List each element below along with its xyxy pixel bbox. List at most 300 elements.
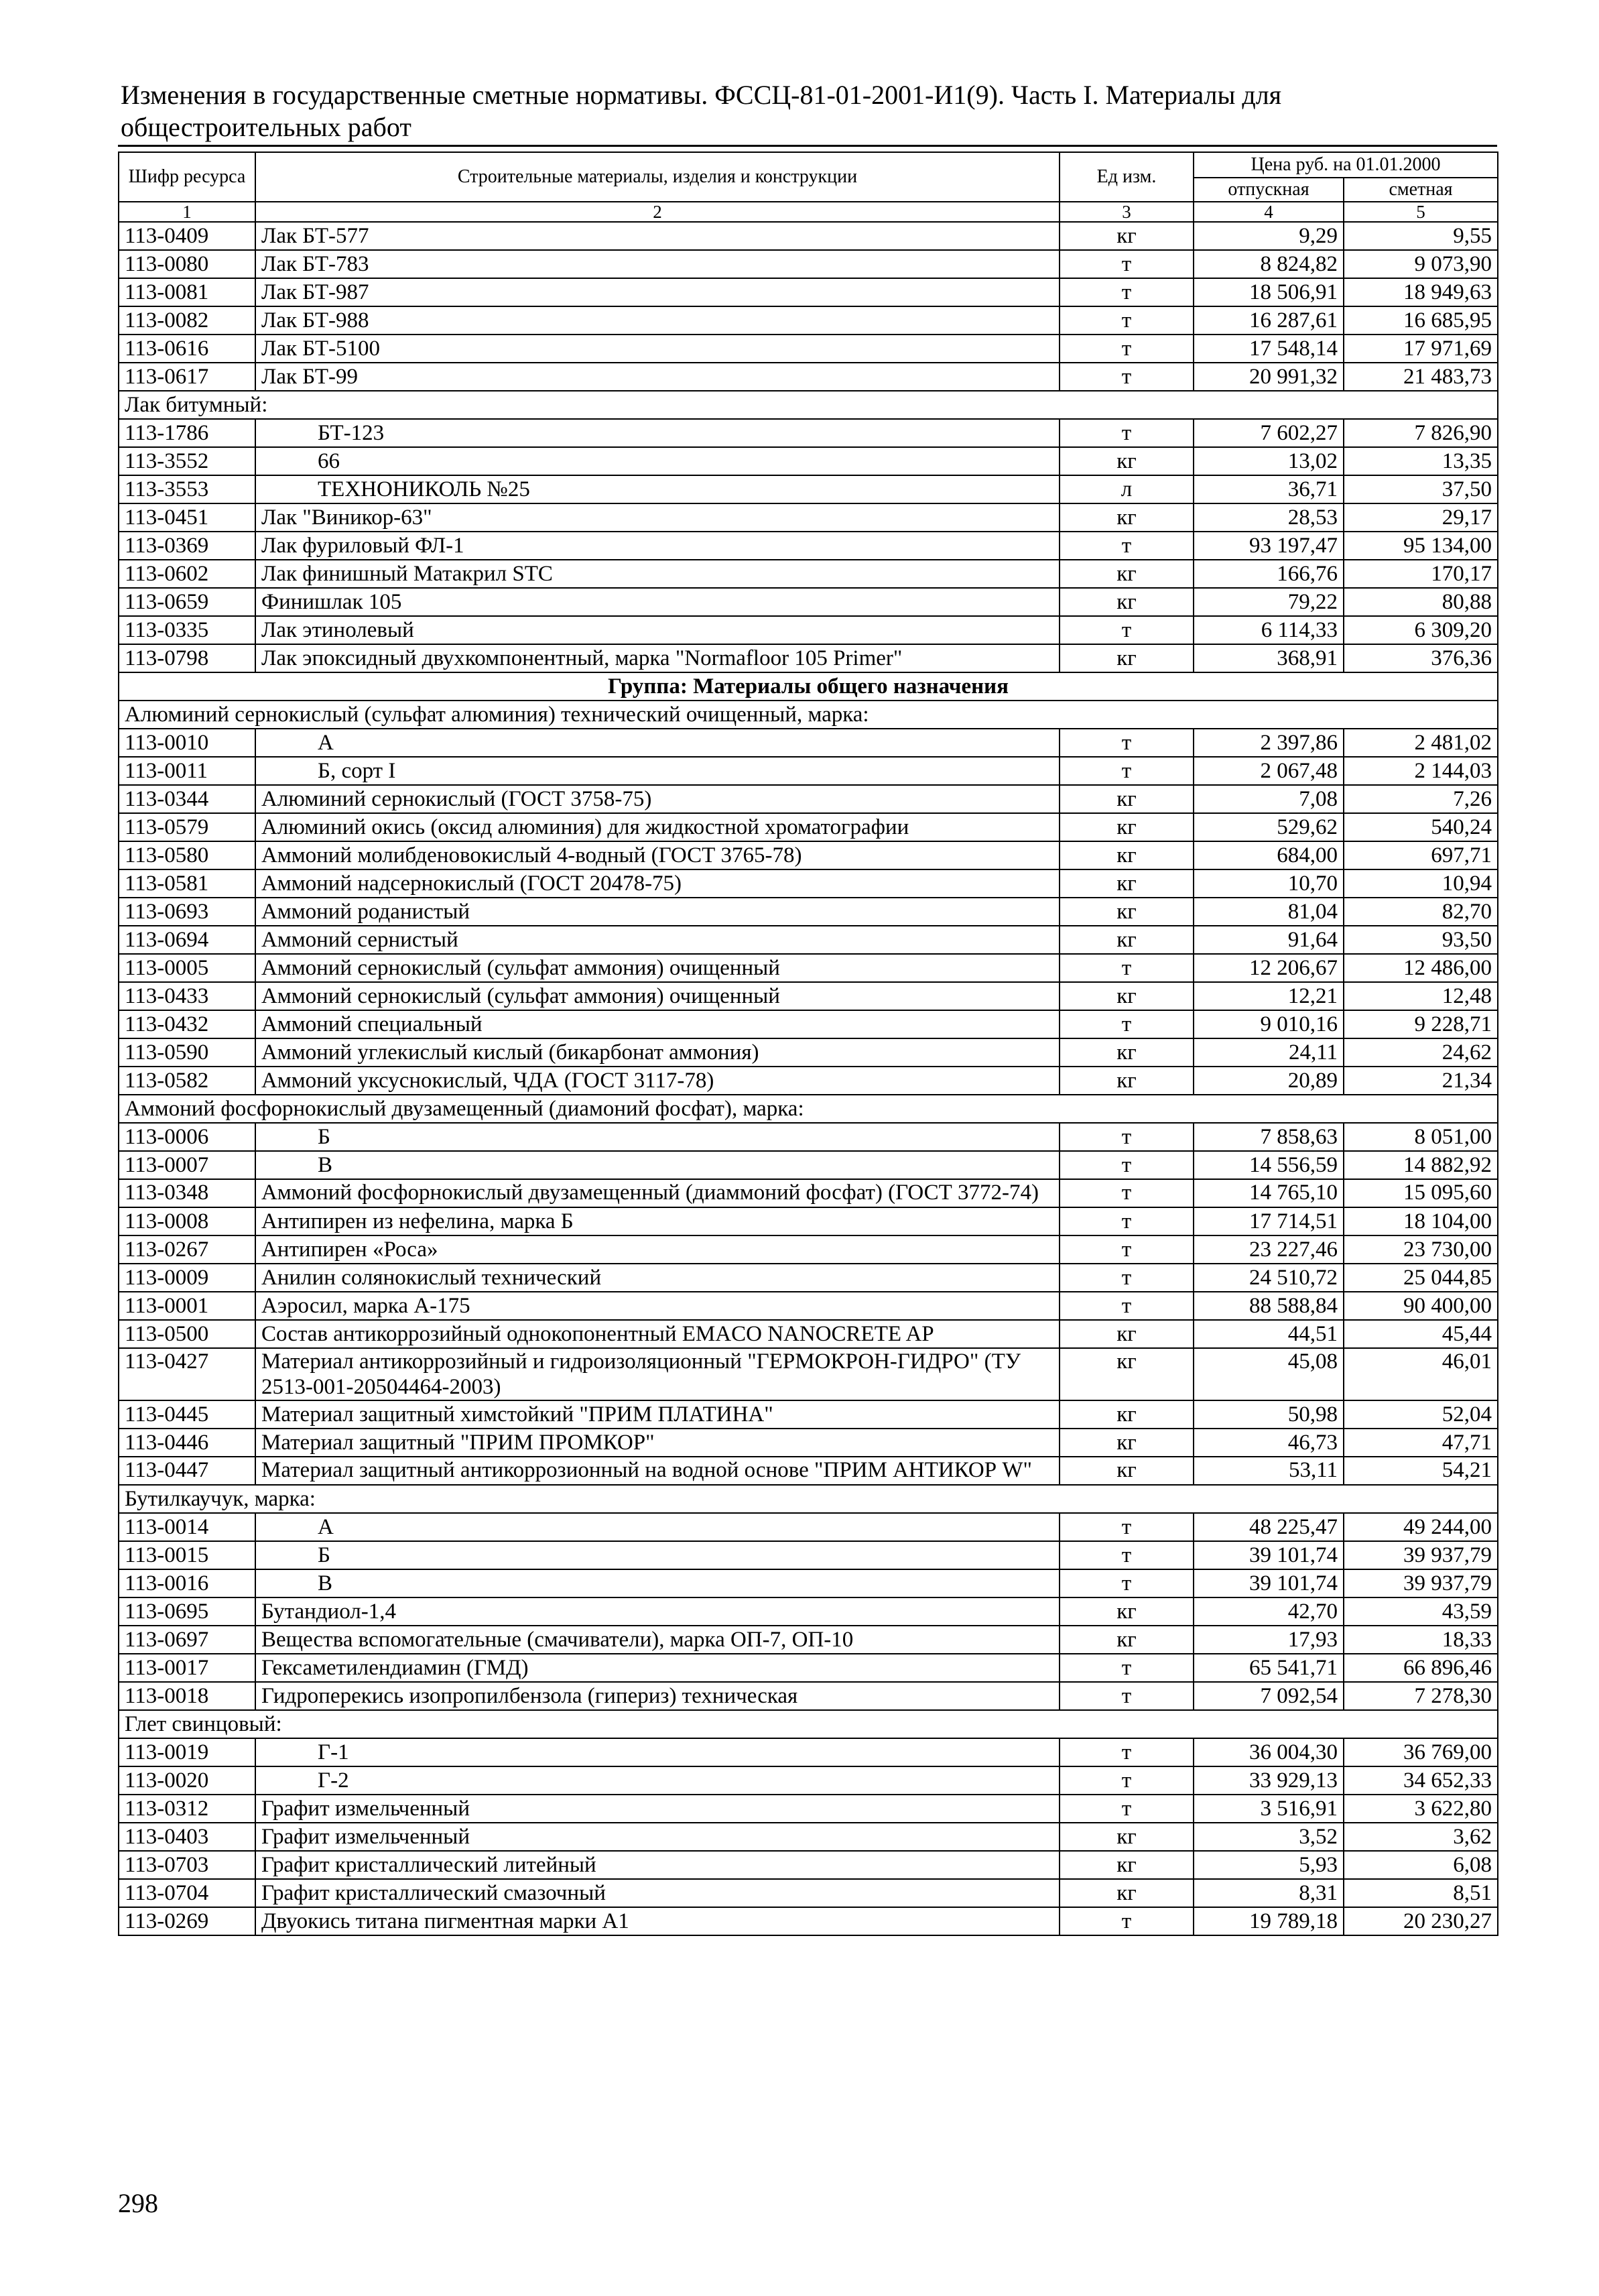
resource-code: 113-0616 <box>119 335 255 363</box>
resource-code: 113-0019 <box>119 1738 255 1766</box>
material-name: Г-1 <box>255 1738 1060 1766</box>
material-name: Аммоний углекислый кислый (бикарбонат аммония) <box>255 1038 1060 1067</box>
release-price: 48 225,47 <box>1194 1513 1344 1541</box>
table-row <box>119 898 1498 926</box>
unit-of-measure: т <box>1060 363 1194 391</box>
subheading-row <box>119 701 1498 729</box>
release-price: 2 067,48 <box>1194 757 1344 785</box>
unit-of-measure: кг <box>1060 869 1194 898</box>
unit-of-measure: т <box>1060 1123 1194 1151</box>
header-unit: Ед изм. <box>1060 152 1194 202</box>
estimate-price: 43,59 <box>1344 1597 1498 1626</box>
resource-code: 113-0001 <box>119 1292 255 1320</box>
release-price: 8,31 <box>1194 1879 1344 1907</box>
resource-code: 113-0269 <box>119 1907 255 1935</box>
table-row <box>119 954 1498 982</box>
estimate-price: 29,17 <box>1344 503 1498 532</box>
table-row <box>119 729 1498 757</box>
table-row <box>119 1766 1498 1795</box>
table-row <box>119 813 1498 841</box>
unit-of-measure: кг <box>1060 1038 1194 1067</box>
release-price: 20 991,32 <box>1194 363 1344 391</box>
table-row <box>119 588 1498 616</box>
release-price: 45,08 <box>1194 1348 1344 1400</box>
unit-of-measure: кг <box>1060 813 1194 841</box>
material-name: Б <box>255 1123 1060 1151</box>
estimate-price: 39 937,79 <box>1344 1541 1498 1569</box>
resource-code: 113-0602 <box>119 560 255 588</box>
table-row <box>119 757 1498 785</box>
resource-code: 113-0659 <box>119 588 255 616</box>
unit-of-measure: т <box>1060 335 1194 363</box>
material-name: 66 <box>255 447 1060 475</box>
resource-code: 113-0007 <box>119 1151 255 1179</box>
unit-of-measure: кг <box>1060 560 1194 588</box>
material-name: Лак этинолевый <box>255 616 1060 644</box>
material-name: Лак БТ-99 <box>255 363 1060 391</box>
release-price: 529,62 <box>1194 813 1344 841</box>
release-price: 65 541,71 <box>1194 1654 1344 1682</box>
resource-code: 113-0579 <box>119 813 255 841</box>
table-row <box>119 1292 1498 1320</box>
unit-of-measure: т <box>1060 532 1194 560</box>
table-row <box>119 503 1498 532</box>
column-number: 2 <box>255 202 1060 222</box>
release-price: 13,02 <box>1194 447 1344 475</box>
resource-code: 113-0445 <box>119 1400 255 1429</box>
material-name: В <box>255 1151 1060 1179</box>
material-name: Графит измельченный <box>255 1795 1060 1823</box>
estimate-price: 23 730,00 <box>1344 1235 1498 1264</box>
estimate-price: 25 044,85 <box>1344 1264 1498 1292</box>
table-row <box>119 1038 1498 1067</box>
release-price: 24 510,72 <box>1194 1264 1344 1292</box>
subheading-label: Алюминий сернокислый (сульфат алюминия) технический очищенный, марка: <box>119 701 1498 729</box>
unit-of-measure: т <box>1060 1207 1194 1235</box>
material-name: Материал антикоррозийный и гидроизоляционный "ГЕРМОКРОН-ГИДРО" (ТУ 2513-001-20504464-2003) <box>255 1348 1060 1400</box>
unit-of-measure: т <box>1060 306 1194 335</box>
material-name: Лак фуриловый ФЛ-1 <box>255 532 1060 560</box>
release-price: 91,64 <box>1194 926 1344 954</box>
resource-code: 113-0005 <box>119 954 255 982</box>
estimate-price: 170,17 <box>1344 560 1498 588</box>
release-price: 17,93 <box>1194 1626 1344 1654</box>
release-price: 36,71 <box>1194 475 1344 503</box>
column-number: 3 <box>1060 202 1194 222</box>
unit-of-measure: т <box>1060 729 1194 757</box>
estimate-price: 16 685,95 <box>1344 306 1498 335</box>
material-name: Аммоний сернокислый (сульфат аммония) очищенный <box>255 954 1060 982</box>
material-name: Алюминий сернокислый (ГОСТ 3758-75) <box>255 785 1060 813</box>
unit-of-measure: кг <box>1060 898 1194 926</box>
header-name: Строительные материалы, изделия и конструкции <box>255 152 1060 202</box>
title-underline <box>118 145 1497 147</box>
table-body <box>119 222 1498 1935</box>
estimate-price: 37,50 <box>1344 475 1498 503</box>
release-price: 20,89 <box>1194 1067 1344 1095</box>
resource-code: 113-0020 <box>119 1766 255 1795</box>
table-row <box>119 1823 1498 1851</box>
estimate-price: 47,71 <box>1344 1429 1498 1457</box>
estimate-price: 39 937,79 <box>1344 1569 1498 1597</box>
resource-code: 113-0433 <box>119 982 255 1010</box>
table-row <box>119 785 1498 813</box>
release-price: 14 765,10 <box>1194 1179 1344 1207</box>
table-row <box>119 1851 1498 1879</box>
estimate-price: 376,36 <box>1344 644 1498 672</box>
unit-of-measure: т <box>1060 757 1194 785</box>
material-name: БТ-123 <box>255 419 1060 447</box>
release-price: 23 227,46 <box>1194 1235 1344 1264</box>
unit-of-measure: т <box>1060 1513 1194 1541</box>
material-name: Аммоний надсернокислый (ГОСТ 20478-75) <box>255 869 1060 898</box>
unit-of-measure: кг <box>1060 1626 1194 1654</box>
table-row <box>119 1879 1498 1907</box>
material-name: Лак эпоксидный двухкомпонентный, марка "Normafloor 105 Primer" <box>255 644 1060 672</box>
header-price: Цена руб. на 01.01.2000 <box>1194 152 1498 178</box>
table-row <box>119 1569 1498 1597</box>
unit-of-measure: т <box>1060 1179 1194 1207</box>
material-name: Материал защитный "ПРИМ ПРОМКОР" <box>255 1429 1060 1457</box>
estimate-price: 18 104,00 <box>1344 1207 1498 1235</box>
estimate-price: 7 278,30 <box>1344 1682 1498 1710</box>
release-price: 10,70 <box>1194 869 1344 898</box>
resource-code: 113-0694 <box>119 926 255 954</box>
table-row <box>119 560 1498 588</box>
unit-of-measure: кг <box>1060 222 1194 250</box>
subheading-row <box>119 1485 1498 1513</box>
estimate-price: 12 486,00 <box>1344 954 1498 982</box>
release-price: 17 714,51 <box>1194 1207 1344 1235</box>
material-name: Б <box>255 1541 1060 1569</box>
material-name: Лак "Виникор-63" <box>255 503 1060 532</box>
material-name: Антипирен «Роса» <box>255 1235 1060 1264</box>
estimate-price: 14 882,92 <box>1344 1151 1498 1179</box>
material-name: Графит измельченный <box>255 1823 1060 1851</box>
material-name: Двуокись титана пигментная марки А1 <box>255 1907 1060 1935</box>
material-name: Вещества вспомогательные (смачиватели), марка ОП-7, ОП-10 <box>255 1626 1060 1654</box>
material-name: Графит кристаллический смазочный <box>255 1879 1060 1907</box>
unit-of-measure: кг <box>1060 588 1194 616</box>
unit-of-measure: т <box>1060 1907 1194 1935</box>
unit-of-measure: кг <box>1060 1429 1194 1457</box>
document-title: Изменения в государственные сметные нормативы. ФССЦ-81-01-2001-И1(9). Часть I. Материалы для общестроительных работ <box>121 80 1282 142</box>
unit-of-measure: т <box>1060 1569 1194 1597</box>
unit-of-measure: т <box>1060 1654 1194 1682</box>
table-row <box>119 1400 1498 1429</box>
estimate-price: 80,88 <box>1344 588 1498 616</box>
subheading-row <box>119 391 1498 419</box>
unit-of-measure: т <box>1060 278 1194 306</box>
material-name: В <box>255 1569 1060 1597</box>
estimate-price: 9,55 <box>1344 222 1498 250</box>
release-price: 6 114,33 <box>1194 616 1344 644</box>
release-price: 12 206,67 <box>1194 954 1344 982</box>
resource-code: 113-0581 <box>119 869 255 898</box>
estimate-price: 3,62 <box>1344 1823 1498 1851</box>
material-name: Графит кристаллический литейный <box>255 1851 1060 1879</box>
material-name: Лак БТ-783 <box>255 250 1060 278</box>
release-price: 17 548,14 <box>1194 335 1344 363</box>
release-price: 7 602,27 <box>1194 419 1344 447</box>
table-row <box>119 1207 1498 1235</box>
resource-code: 113-0082 <box>119 306 255 335</box>
table-header <box>119 152 1498 222</box>
unit-of-measure: кг <box>1060 1597 1194 1626</box>
table-row <box>119 1010 1498 1038</box>
release-price: 684,00 <box>1194 841 1344 869</box>
estimate-price: 18 949,63 <box>1344 278 1498 306</box>
resource-code: 113-0369 <box>119 532 255 560</box>
table-row <box>119 1123 1498 1151</box>
table-row <box>119 841 1498 869</box>
unit-of-measure: т <box>1060 419 1194 447</box>
estimate-price: 6,08 <box>1344 1851 1498 1879</box>
column-numbers-row <box>119 202 1498 222</box>
header-estimate-price: сметная <box>1344 178 1498 202</box>
release-price: 39 101,74 <box>1194 1569 1344 1597</box>
table-row <box>119 419 1498 447</box>
material-name: Алюминий окись (оксид алюминия) для жидкостной хроматографии <box>255 813 1060 841</box>
release-price: 3,52 <box>1194 1823 1344 1851</box>
estimate-price: 20 230,27 <box>1344 1907 1498 1935</box>
estimate-price: 17 971,69 <box>1344 335 1498 363</box>
release-price: 5,93 <box>1194 1851 1344 1879</box>
unit-of-measure: л <box>1060 475 1194 503</box>
table-row <box>119 1179 1498 1207</box>
material-name: Гидроперекись изопропилбензола (гипериз) техническая <box>255 1682 1060 1710</box>
estimate-price: 24,62 <box>1344 1038 1498 1067</box>
resource-code: 113-0018 <box>119 1682 255 1710</box>
unit-of-measure: кг <box>1060 1400 1194 1429</box>
estimate-price: 540,24 <box>1344 813 1498 841</box>
table-row <box>119 447 1498 475</box>
material-name: Гексаметилендиамин (ГМД) <box>255 1654 1060 1682</box>
resource-code: 113-0500 <box>119 1320 255 1348</box>
resource-code: 113-0335 <box>119 616 255 644</box>
unit-of-measure: т <box>1060 1738 1194 1766</box>
subheading-row <box>119 1095 1498 1123</box>
unit-of-measure: т <box>1060 1235 1194 1264</box>
unit-of-measure: т <box>1060 250 1194 278</box>
material-name: Аммоний сернистый <box>255 926 1060 954</box>
resource-code: 113-0348 <box>119 1179 255 1207</box>
release-price: 24,11 <box>1194 1038 1344 1067</box>
estimate-price: 95 134,00 <box>1344 532 1498 560</box>
resource-code: 113-0693 <box>119 898 255 926</box>
estimate-price: 54,21 <box>1344 1457 1498 1485</box>
estimate-price: 7,26 <box>1344 785 1498 813</box>
resource-code: 113-1786 <box>119 419 255 447</box>
column-number: 5 <box>1344 202 1498 222</box>
release-price: 81,04 <box>1194 898 1344 926</box>
table-row <box>119 335 1498 363</box>
resource-code: 113-0312 <box>119 1795 255 1823</box>
resource-code: 113-0008 <box>119 1207 255 1235</box>
estimate-price: 15 095,60 <box>1344 1179 1498 1207</box>
table-row <box>119 222 1498 250</box>
estimate-price: 66 896,46 <box>1344 1654 1498 1682</box>
release-price: 9,29 <box>1194 222 1344 250</box>
estimate-price: 9 228,71 <box>1344 1010 1498 1038</box>
release-price: 18 506,91 <box>1194 278 1344 306</box>
unit-of-measure: т <box>1060 1766 1194 1795</box>
table-row <box>119 363 1498 391</box>
subheading-row <box>119 1710 1498 1738</box>
table-row <box>119 1682 1498 1710</box>
resource-code: 113-0617 <box>119 363 255 391</box>
table-row <box>119 1151 1498 1179</box>
table-row <box>119 1907 1498 1935</box>
estimate-price: 12,48 <box>1344 982 1498 1010</box>
estimate-price: 93,50 <box>1344 926 1498 954</box>
page-number: 298 <box>118 2188 158 2218</box>
resource-code: 113-0446 <box>119 1429 255 1457</box>
release-price: 79,22 <box>1194 588 1344 616</box>
release-price: 46,73 <box>1194 1429 1344 1457</box>
material-name: Аммоний фосфорнокислый двузамещенный (диаммоний фосфат) (ГОСТ 3772-74) <box>255 1179 1060 1207</box>
table-row <box>119 306 1498 335</box>
release-price: 42,70 <box>1194 1597 1344 1626</box>
header-code: Шифр ресурса <box>119 152 255 202</box>
resource-code: 113-0432 <box>119 1010 255 1038</box>
unit-of-measure: кг <box>1060 982 1194 1010</box>
material-name: Анилин солянокислый технический <box>255 1264 1060 1292</box>
release-price: 16 287,61 <box>1194 306 1344 335</box>
resource-code: 113-0080 <box>119 250 255 278</box>
resource-code: 113-0703 <box>119 1851 255 1879</box>
material-name: Лак БТ-988 <box>255 306 1060 335</box>
estimate-price: 10,94 <box>1344 869 1498 898</box>
resource-code: 113-0427 <box>119 1348 255 1400</box>
resource-code: 113-0582 <box>119 1067 255 1095</box>
resource-code: 113-0704 <box>119 1879 255 1907</box>
table-row <box>119 926 1498 954</box>
release-price: 2 397,86 <box>1194 729 1344 757</box>
group-heading: Группа: Материалы общего назначения <box>119 672 1498 701</box>
table-row <box>119 1738 1498 1766</box>
material-name: Б, сорт I <box>255 757 1060 785</box>
unit-of-measure: т <box>1060 954 1194 982</box>
material-name: Аммоний молибденовокислый 4-водный (ГОСТ 3765-78) <box>255 841 1060 869</box>
subheading-label: Лак битумный: <box>119 391 1498 419</box>
release-price: 14 556,59 <box>1194 1151 1344 1179</box>
price-table <box>118 152 1498 1936</box>
unit-of-measure: кг <box>1060 447 1194 475</box>
unit-of-measure: кг <box>1060 1823 1194 1851</box>
table-row <box>119 475 1498 503</box>
estimate-price: 34 652,33 <box>1344 1766 1498 1795</box>
estimate-price: 46,01 <box>1344 1348 1498 1400</box>
table-row <box>119 278 1498 306</box>
estimate-price: 90 400,00 <box>1344 1292 1498 1320</box>
material-name: Г-2 <box>255 1766 1060 1795</box>
estimate-price: 3 622,80 <box>1344 1795 1498 1823</box>
unit-of-measure: кг <box>1060 926 1194 954</box>
table-row <box>119 1654 1498 1682</box>
estimate-price: 13,35 <box>1344 447 1498 475</box>
estimate-price: 6 309,20 <box>1344 616 1498 644</box>
release-price: 33 929,13 <box>1194 1766 1344 1795</box>
table-row <box>119 250 1498 278</box>
table-row <box>119 1626 1498 1654</box>
resource-code: 113-0009 <box>119 1264 255 1292</box>
unit-of-measure: кг <box>1060 1348 1194 1400</box>
resource-code: 113-0344 <box>119 785 255 813</box>
unit-of-measure: кг <box>1060 1067 1194 1095</box>
release-price: 9 010,16 <box>1194 1010 1344 1038</box>
unit-of-measure: т <box>1060 1682 1194 1710</box>
resource-code: 113-3553 <box>119 475 255 503</box>
resource-code: 113-0580 <box>119 841 255 869</box>
resource-code: 113-0006 <box>119 1123 255 1151</box>
material-name: Материал защитный антикоррозионный на водной основе "ПРИМ АНТИКОР W" <box>255 1457 1060 1485</box>
unit-of-measure: кг <box>1060 1457 1194 1485</box>
table-row <box>119 1541 1498 1569</box>
estimate-price: 697,71 <box>1344 841 1498 869</box>
material-name: Аэросил, марка А-175 <box>255 1292 1060 1320</box>
material-name: Состав антикоррозийный однокопонентный EMACO NANOCRETE AP <box>255 1320 1060 1348</box>
table-row <box>119 1457 1498 1485</box>
unit-of-measure: кг <box>1060 503 1194 532</box>
estimate-price: 21 483,73 <box>1344 363 1498 391</box>
estimate-price: 52,04 <box>1344 1400 1498 1429</box>
release-price: 7 858,63 <box>1194 1123 1344 1151</box>
release-price: 28,53 <box>1194 503 1344 532</box>
table-row <box>119 1235 1498 1264</box>
material-name: Аммоний уксуснокислый, ЧДА (ГОСТ 3117-78) <box>255 1067 1060 1095</box>
resource-code: 113-0081 <box>119 278 255 306</box>
estimate-price: 82,70 <box>1344 898 1498 926</box>
unit-of-measure: кг <box>1060 644 1194 672</box>
resource-code: 113-0267 <box>119 1235 255 1264</box>
table-row <box>119 616 1498 644</box>
unit-of-measure: кг <box>1060 841 1194 869</box>
unit-of-measure: т <box>1060 1151 1194 1179</box>
estimate-price: 21,34 <box>1344 1067 1498 1095</box>
resource-code: 113-0016 <box>119 1569 255 1597</box>
estimate-price: 49 244,00 <box>1344 1513 1498 1541</box>
header-release-price: отпускная <box>1194 178 1344 202</box>
release-price: 93 197,47 <box>1194 532 1344 560</box>
material-name: Бутандиол-1,4 <box>255 1597 1060 1626</box>
material-name: Аммоний сернокислый (сульфат аммония) очищенный <box>255 982 1060 1010</box>
resource-code: 113-0403 <box>119 1823 255 1851</box>
resource-code: 113-3552 <box>119 447 255 475</box>
estimate-price: 36 769,00 <box>1344 1738 1498 1766</box>
estimate-price: 9 073,90 <box>1344 250 1498 278</box>
estimate-price: 45,44 <box>1344 1320 1498 1348</box>
unit-of-measure: кг <box>1060 1320 1194 1348</box>
subheading-label: Глет свинцовый: <box>119 1710 1498 1738</box>
table-row <box>119 869 1498 898</box>
table-row <box>119 1067 1498 1095</box>
subheading-label: Аммоний фосфорнокислый двузамещенный (диамоний фосфат), марка: <box>119 1095 1498 1123</box>
material-name: Лак БТ-987 <box>255 278 1060 306</box>
table-row <box>119 644 1498 672</box>
release-price: 7,08 <box>1194 785 1344 813</box>
release-price: 3 516,91 <box>1194 1795 1344 1823</box>
material-name: ТЕХНОНИКОЛЬ №25 <box>255 475 1060 503</box>
resource-code: 113-0447 <box>119 1457 255 1485</box>
resource-code: 113-0010 <box>119 729 255 757</box>
release-price: 8 824,82 <box>1194 250 1344 278</box>
material-name: Антипирен из нефелина, марка Б <box>255 1207 1060 1235</box>
resource-code: 113-0798 <box>119 644 255 672</box>
column-number: 1 <box>119 202 255 222</box>
estimate-price: 8 051,00 <box>1344 1123 1498 1151</box>
unit-of-measure: т <box>1060 1541 1194 1569</box>
